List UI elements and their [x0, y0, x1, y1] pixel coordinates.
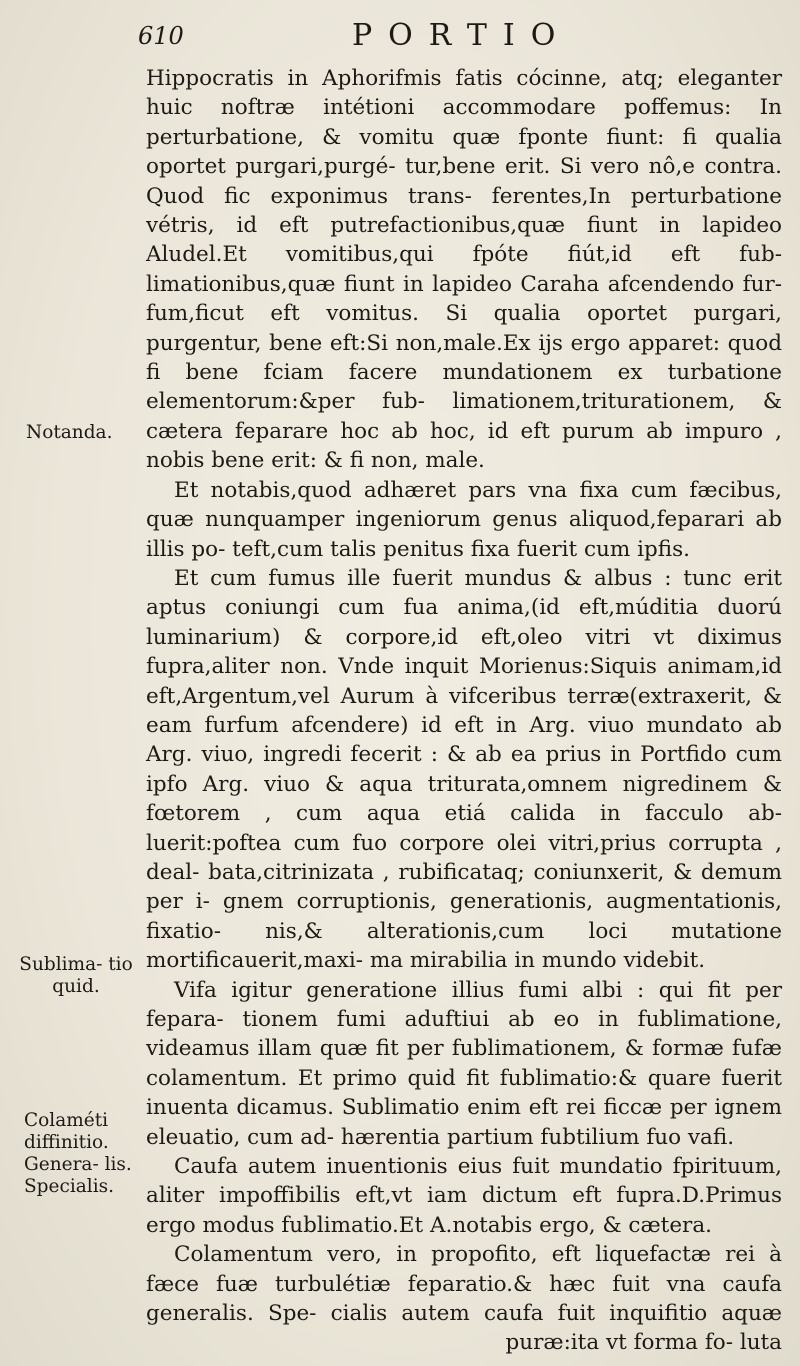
body-text — [146, 64, 782, 1358]
running-title: PORTIO — [352, 18, 572, 53]
paragraph-6: Colamentum vero, in propofito, eft liquefactæ rei à fæce fuæ turbulétiæ feparatio.& hæc fuit vna caufa generalis. Spe- cialis autem caufa fuit inquifitio aquæ puræ:ita vt forma fo- luta — [146, 1242, 782, 1356]
paragraph-4: Vifa igitur generatione illius fumi albi : qui fit per fepara- tionem fumi aduftiui ab eo in fublimatione, videamus illam quæ fit per fublimationem, & formæ fufæ colamentum. Et primo quid fit fublimatio:& quare fuerit inuenta dicamus. Sublimatio enim eft rei ficcæ per ignem eleuatio, cum ad- hærentia partium fubtilium fuo vafi. — [146, 977, 782, 1150]
margin-note-notanda: Notanda. — [26, 422, 113, 443]
paragraph-2: Et notabis,quod adhæret pars vna fixa cum fæcibus, quæ nunquamper ingeniorum genus aliquod,feparari ab illis po- teft,cum talis penitus fixa fuerit cum ipfis. — [146, 477, 782, 562]
page-number: 610 — [138, 22, 184, 50]
margin-note-sublimatio: Sublima- tio quid. — [19, 954, 133, 997]
paragraph-5: Caufa autem inuentionis eius fuit mundatio fpirituum, aliter impoffibilis eft,vt iam dictum eft fupra.D.Primus ergo modus fublimatio.Et A.notabis ergo, & cætera. — [146, 1154, 782, 1238]
page-header — [0, 18, 800, 58]
margin-note-colamenti: Colaméti diffinitio. Genera- lis. Specialis. — [24, 1110, 132, 1197]
paragraph-3: Et cum fumus ille fuerit mundus & albus : tunc erit aptus coniungi cum fua anima,(id eft,múditia duorú luminarium) & corpore,id eft,oleo vitri vt diximus fupra,aliter non. Vnde inquit Morienus:Siquis animam,id eft,Argentum,vel Aurum à vifceribus terræ(extraxerit, & eam furfum afcendere) id eft in Arg. viuo mundato ab Arg. viuo, ingredi fecerit : & ab ea prius in Portfido cum ipfo Arg. viuo & aqua triturata,omnem nigredinem & fœtorem , cum aqua etiá calida in facculo ab- luerit:poftea cum fuo corpore olei vitri,prius corrupta , deal- bata,citrinizata , rubificataq; coniunxerit, & demum per i- gnem corruptionis, generationis, augmentationis, fixatio- nis,& alterationis,cum loci mutatione mortificauerit,maxi- ma mirabilia in mundo videbit. — [146, 565, 782, 974]
paragraph-1: Hippocratis in Aphorifmis fatis cócinne, atq; eleganter huic noftræ intétioni accommodare poffemus: In perturbatione, & vomitu quæ fponte fiunt: fi qualia oportet purgari,purgé- tur,bene erit. Si vero nô,e contra. Quod fic exponimus trans- ferentes,In perturbatione vétris, id eft putrefactionibus,quæ fiunt in lapideo Aludel.Et vomitibus,qui fpóte fiút,id eft fub- limationibus,quæ fiunt in lapideo Caraha afcendendo fur- fum,ficut eft vomitus. Si qualia oportet purgari, purgentur, bene eft:Si non,male.Ex ijs ergo apparet: quod fi bene fciam facere mundationem ex turbatione elementorum:&per fub- limationem,triturationem, & cætera feparare hoc ab hoc, id eft purum ab impuro , nobis bene erit: & fi non, male. — [146, 66, 782, 474]
